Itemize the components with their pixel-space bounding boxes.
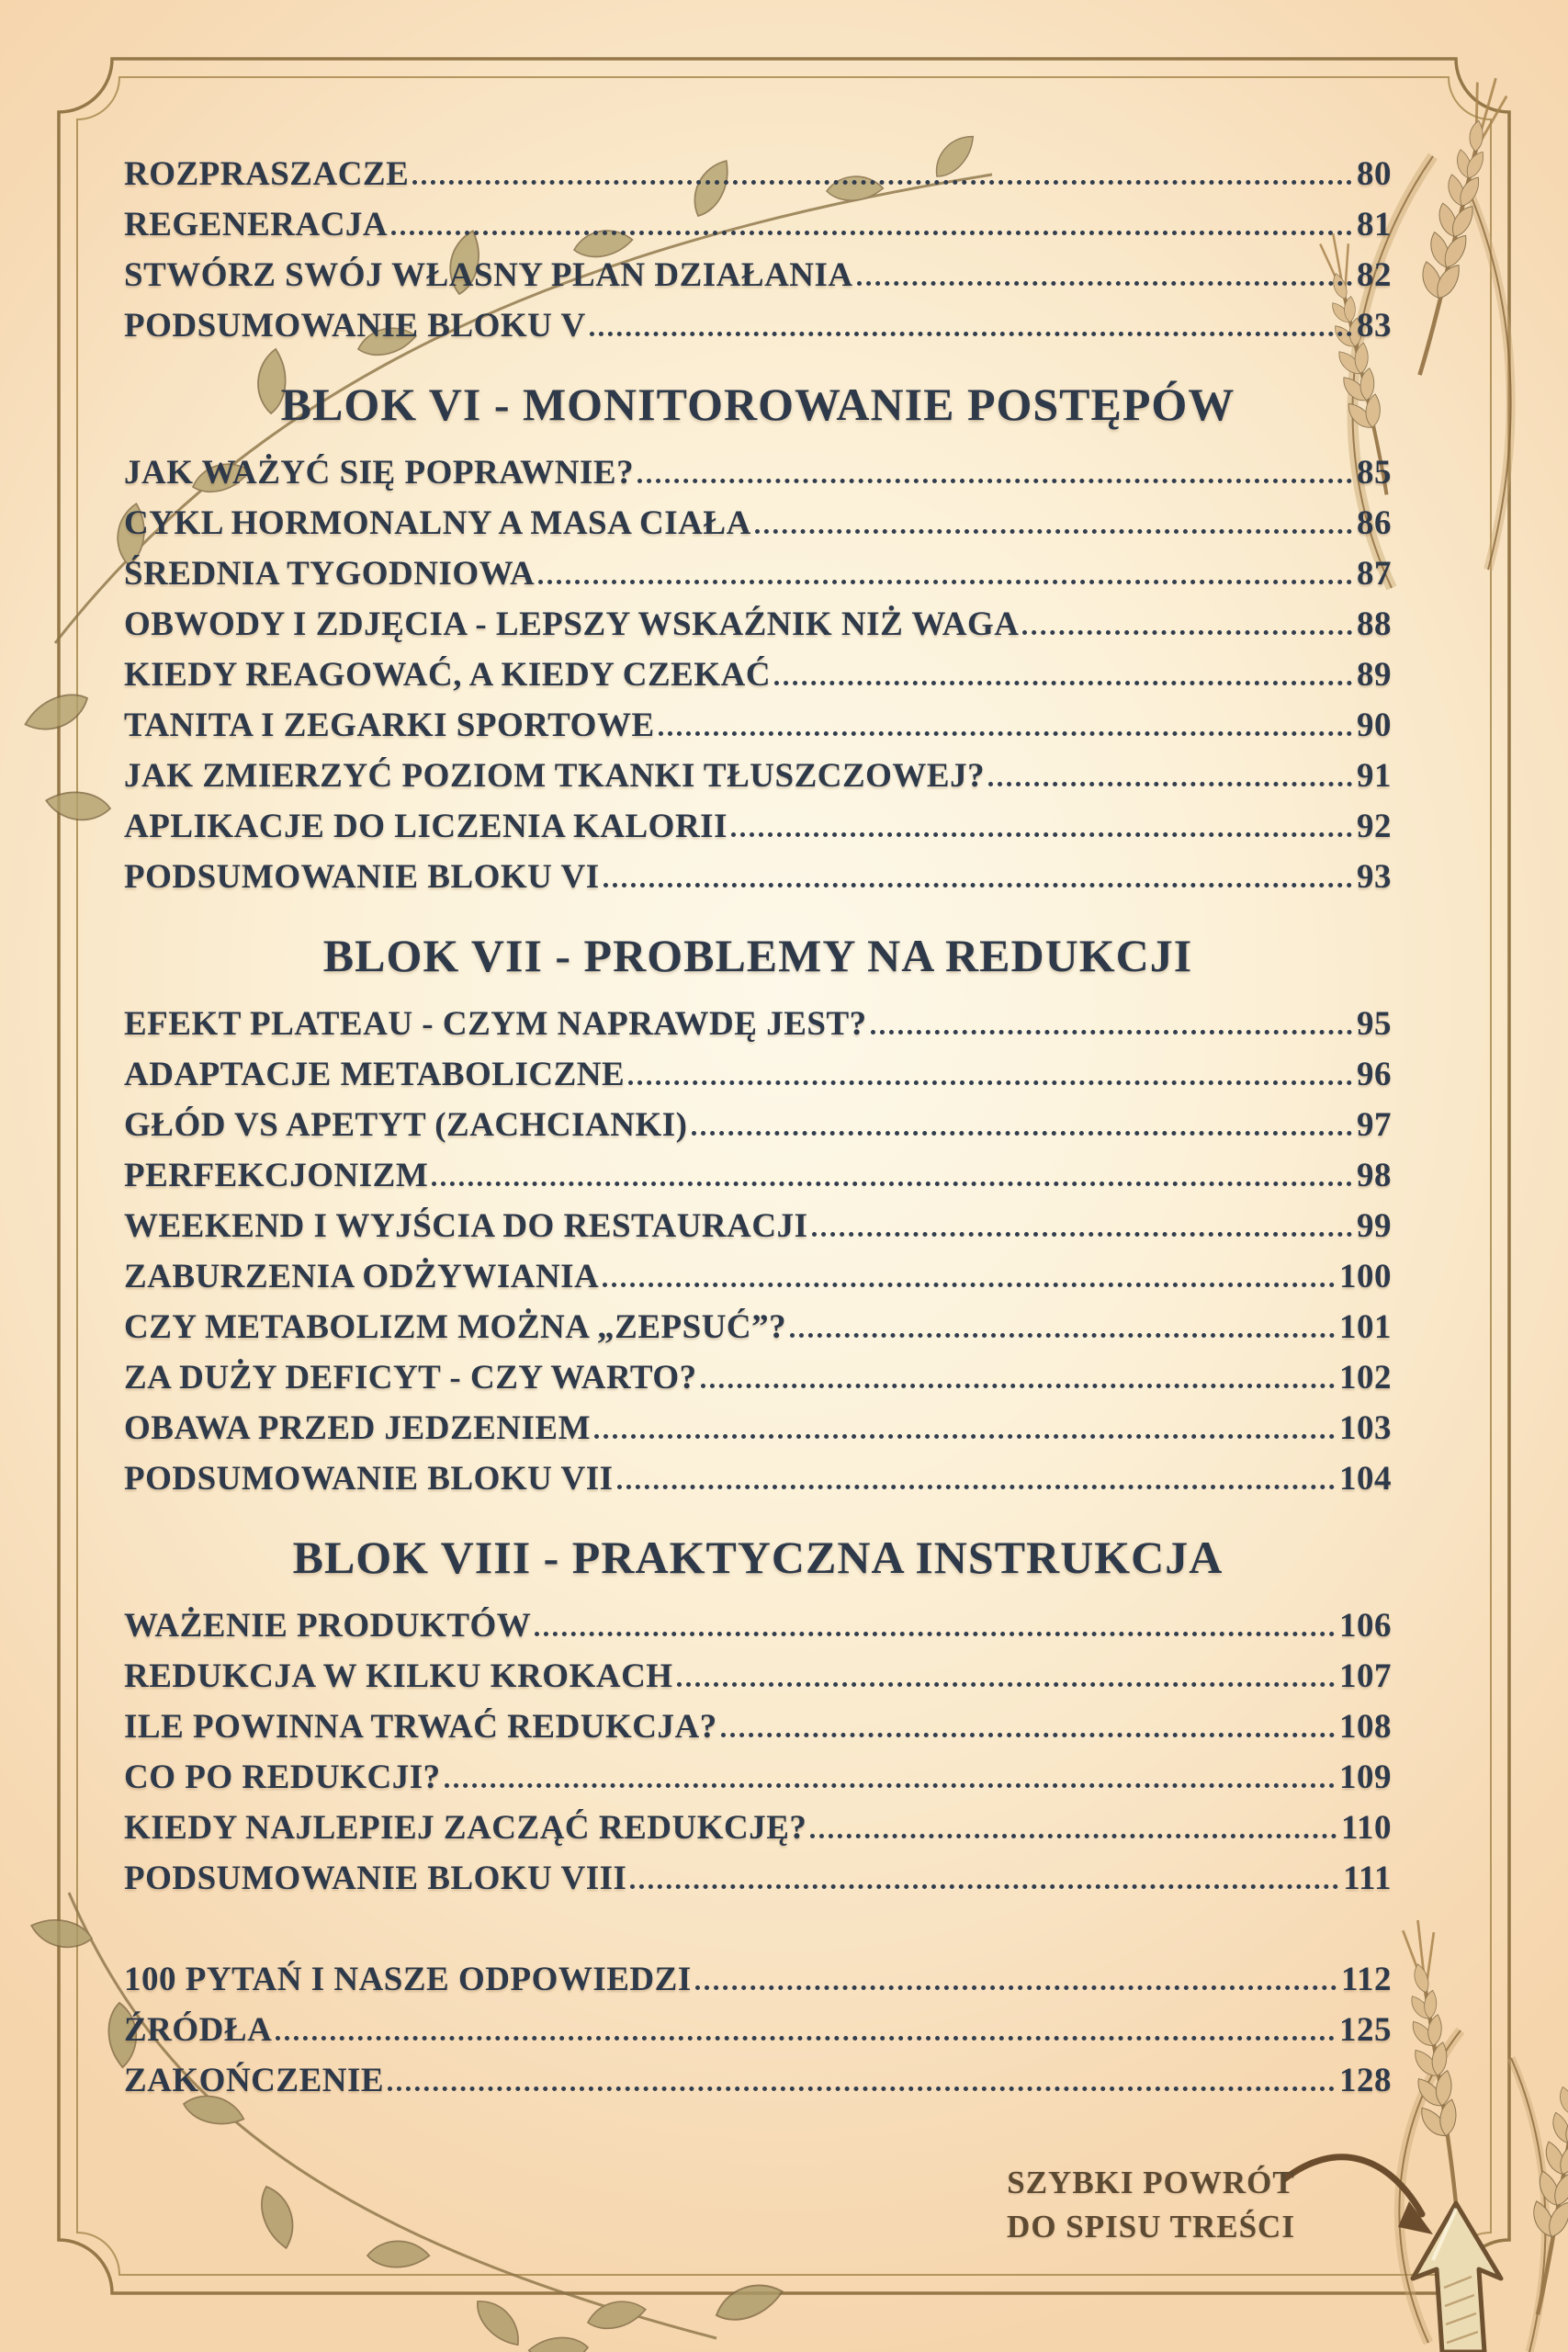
quick-return-link[interactable] — [999, 2161, 1303, 2249]
toc-entry-label: ADAPTACJE METABOLICZNE — [124, 1056, 626, 1093]
dot-leader — [594, 1434, 1335, 1439]
toc-entry-page: 80 — [1357, 155, 1392, 193]
toc-entry-label: APLIKACJE DO LICZENIA KALORII — [124, 808, 728, 845]
toc-entry[interactable] — [124, 1808, 1392, 1859]
dot-leader — [721, 1733, 1335, 1737]
toc-entry-label: PODSUMOWANIE BLOKU VI — [124, 858, 600, 896]
toc-entry-label: ZA DUŻY DEFICYT - CZY WARTO? — [124, 1359, 697, 1396]
dot-leader — [590, 332, 1352, 336]
toc-entry-label: KIEDY REAGOWAĆ, A KIEDY CZEKAĆ — [124, 656, 772, 694]
toc-entry-page: 96 — [1357, 1056, 1392, 1093]
toc-entry-label: ROZPRASZACZE — [124, 155, 410, 193]
dot-leader — [603, 1283, 1335, 1287]
toc-entry-label: ZAKOŃCZENIE — [124, 2062, 385, 2099]
toc-entry[interactable] — [124, 1206, 1392, 1257]
toc-entry-page: 83 — [1357, 307, 1392, 345]
toc-entry-page: 102 — [1339, 1359, 1392, 1396]
dot-leader — [1022, 630, 1352, 635]
toc-entry-label: OBWODY I ZDJĘCIA - LEPSZY WSKAŹNIK NIŻ WAGA — [124, 605, 1020, 643]
toc-entry-page: 89 — [1357, 656, 1392, 694]
toc-entry-page: 111 — [1343, 1860, 1392, 1897]
toc-entry[interactable] — [124, 706, 1392, 756]
dot-leader — [412, 180, 1352, 185]
toc-entry-label: GŁÓD VS APETYT (ZACHCIANKI) — [124, 1106, 688, 1144]
toc-entry-label: CO PO REDUKCJI? — [124, 1758, 441, 1796]
dot-leader — [628, 1080, 1352, 1085]
toc-entry-label: STWÓRZ SWÓJ WŁASNY PLAN DZIAŁANIA — [124, 256, 853, 294]
quick-return-line1: SZYBKI POWRÓT — [1007, 2165, 1295, 2200]
dot-leader — [810, 1834, 1337, 1838]
toc-entry-page: 107 — [1339, 1657, 1392, 1695]
toc-entry-page: 100 — [1339, 1258, 1392, 1295]
toc-entry[interactable] — [124, 2061, 1392, 2111]
toc-entry-page: 88 — [1357, 605, 1392, 643]
toc-entry-label: EFEKT PLATEAU - CZYM NAPRAWDĘ JEST? — [124, 1005, 867, 1043]
section-heading: BLOK VIII - PRAKTYCZNA INSTRUKCJA — [292, 1532, 1224, 1583]
toc-entry-label: WAŻENIE PRODUKTÓW — [124, 1607, 532, 1645]
toc-entry-page: 90 — [1357, 707, 1392, 744]
dot-leader — [538, 580, 1352, 584]
toc — [124, 154, 1392, 2111]
toc-entry-page: 95 — [1357, 1005, 1392, 1043]
toc-entry[interactable] — [124, 1606, 1392, 1657]
toc-entry-label: PODSUMOWANIE BLOKU VIII — [124, 1860, 627, 1897]
toc-entry-label: ŹRÓDŁA — [124, 2011, 273, 2049]
toc-entry-label: WEEKEND I WYJŚCIA DO RESTAURACJI — [124, 1207, 808, 1245]
toc-entry[interactable] — [124, 1657, 1392, 1707]
toc-entry-label: PODSUMOWANIE BLOKU V — [124, 307, 586, 345]
toc-entry-page: 98 — [1357, 1157, 1392, 1194]
toc-entry-page: 103 — [1339, 1409, 1392, 1447]
dot-leader — [432, 1182, 1352, 1186]
toc-entry[interactable] — [124, 1707, 1392, 1758]
toc-entry-label: ILE POWINNA TRWAĆ REDUKCJA? — [124, 1708, 717, 1746]
curved-pointer-arrow-icon — [1284, 2157, 1433, 2234]
toc-entry-page: 85 — [1357, 454, 1392, 492]
dot-leader — [388, 2086, 1335, 2091]
section-heading: BLOK VII - PROBLEMY NA REDUKCJI — [322, 930, 1193, 981]
toc-entry[interactable] — [124, 655, 1392, 706]
toc-entry-page: 87 — [1357, 555, 1392, 593]
toc-entry[interactable] — [124, 1960, 1392, 2010]
toc-entry[interactable] — [124, 857, 1392, 908]
dot-leader — [677, 1682, 1335, 1687]
toc-entry-label: CYKL HORMONALNY A MASA CIAŁA — [124, 504, 751, 542]
toc-entry-page: 92 — [1357, 808, 1392, 845]
toc-entry-page: 81 — [1357, 206, 1392, 243]
dot-leader — [276, 2036, 1335, 2041]
toc-entry-page: 108 — [1339, 1708, 1392, 1746]
toc-entry[interactable] — [124, 1758, 1392, 1808]
toc-entry-page: 101 — [1339, 1308, 1392, 1346]
dot-leader — [731, 832, 1352, 837]
dot-leader — [604, 883, 1352, 888]
toc-entry-page: 86 — [1357, 504, 1392, 542]
toc-entry-page: 91 — [1357, 757, 1392, 795]
toc-entry-page: 128 — [1339, 2062, 1392, 2099]
toc-entry[interactable] — [124, 154, 1392, 205]
dot-leader — [617, 1485, 1335, 1489]
toc-entry-page: 110 — [1341, 1809, 1392, 1847]
dot-leader — [857, 281, 1352, 286]
dot-leader — [790, 1333, 1335, 1338]
toc-entry[interactable] — [124, 1459, 1392, 1510]
toc-entry-label: KIEDY NAJLEPIEJ ZACZĄĆ REDUKCJĘ? — [124, 1809, 807, 1847]
toc-entry[interactable] — [124, 756, 1392, 807]
toc-entry-page: 82 — [1357, 256, 1392, 294]
toc-entry-page: 109 — [1339, 1758, 1392, 1796]
dot-leader — [630, 1884, 1338, 1889]
toc-entry-label: ZABURZENIA ODŻYWIANIA — [124, 1258, 600, 1295]
section-heading: BLOK VI - MONITOROWANIE POSTĘPÓW — [280, 379, 1235, 430]
toc-entry-label: JAK ZMIERZYĆ POZIOM TKANKI TŁUSZCZOWEJ? — [124, 757, 986, 795]
toc-entry-label: CZY METABOLIZM MOŻNA „ZEPSUĆ”? — [124, 1308, 787, 1346]
dot-leader — [659, 731, 1352, 736]
toc-entry[interactable] — [124, 1004, 1392, 1055]
toc-entry[interactable] — [124, 1055, 1392, 1105]
toc-entry[interactable] — [124, 503, 1392, 554]
dot-leader — [695, 1985, 1337, 1990]
toc-entry[interactable] — [124, 2010, 1392, 2061]
toc-entry[interactable] — [124, 1358, 1392, 1408]
toc-entry-label: 100 PYTAŃ I NASZE ODPOWIEDZI — [124, 1961, 692, 1998]
dot-leader — [755, 529, 1352, 534]
toc-entry-page: 112 — [1341, 1961, 1392, 1998]
toc-entry[interactable] — [124, 605, 1392, 655]
toc-entry[interactable] — [124, 1156, 1392, 1206]
toc-entry-label: JAK WAŻYĆ SIĘ POPRAWNIE? — [124, 454, 635, 492]
toc-entry-page: 125 — [1339, 2011, 1392, 2049]
dot-leader — [637, 479, 1352, 483]
dot-leader — [692, 1131, 1353, 1136]
toc-entry[interactable] — [124, 1408, 1392, 1459]
toc-entry-label: OBAWA PRZED JEDZENIEM — [124, 1409, 592, 1447]
dot-leader — [812, 1232, 1353, 1237]
toc-entry[interactable] — [124, 1257, 1392, 1307]
toc-entry-label: TANITA I ZEGARKI SPORTOWE — [124, 707, 655, 744]
toc-entry-label: ŚREDNIA TYGODNIOWA — [124, 555, 536, 593]
dot-leader — [535, 1632, 1335, 1636]
toc-entry[interactable] — [124, 554, 1392, 605]
dot-leader — [774, 681, 1352, 685]
toc-entry-page: 106 — [1339, 1607, 1392, 1645]
toc-entry[interactable] — [124, 255, 1392, 306]
toc-entry-page: 99 — [1357, 1207, 1392, 1245]
toc-entry[interactable] — [124, 1105, 1392, 1156]
toc-entry-label: REDUKCJA W KILKU KROKACH — [124, 1657, 673, 1695]
toc-entry-page: 104 — [1339, 1460, 1392, 1498]
toc-entry-label: REGENERACJA — [124, 206, 389, 243]
toc-entry[interactable] — [124, 205, 1392, 255]
dot-leader — [988, 782, 1352, 786]
toc-entry-page: 97 — [1357, 1106, 1392, 1144]
dot-leader — [871, 1030, 1352, 1035]
dot-leader — [701, 1384, 1335, 1388]
toc-entry-label: PODSUMOWANIE BLOKU VII — [124, 1460, 614, 1498]
toc-entry[interactable] — [124, 306, 1392, 356]
toc-entry[interactable] — [124, 807, 1392, 857]
dot-leader — [391, 231, 1352, 235]
toc-entry-label: PERFEKCJONIZM — [124, 1157, 429, 1194]
toc-entry[interactable] — [124, 1307, 1392, 1358]
toc-entry[interactable] — [124, 453, 1392, 503]
dot-leader — [445, 1783, 1335, 1788]
toc-entry[interactable] — [124, 1859, 1392, 1909]
toc-entry-page: 93 — [1357, 858, 1392, 896]
quick-return-line2: DO SPISU TREŚCI — [1007, 2209, 1295, 2245]
